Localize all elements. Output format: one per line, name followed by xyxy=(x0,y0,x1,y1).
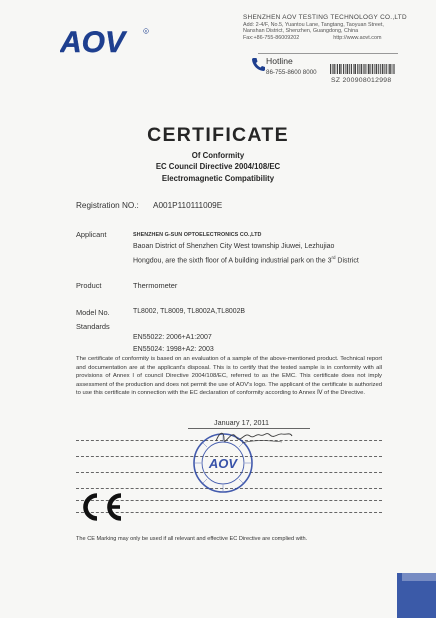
registration-value: A001P110111009E xyxy=(153,201,223,210)
signature xyxy=(212,427,296,449)
product-value: Thermometer xyxy=(133,281,178,290)
address-line: Add: 2-4/F, No.5, Yuantou Lane, Tangtang, Taoyuan Street, xyxy=(243,21,384,28)
subtitle-directive: EC Council Directive 2004/108/EC xyxy=(155,162,281,171)
standards-label: Standards xyxy=(76,322,110,331)
applicant-name: SHENZHEN G-SUN OPTOELECTRONICS CO.,LTD xyxy=(133,232,262,238)
company-name: SHENZHEN AOV TESTING TECHNOLOGY CO.,LTD xyxy=(243,14,407,21)
certificate-title: CERTIFICATE xyxy=(147,124,289,146)
applicant-label: Applicant xyxy=(76,230,107,239)
aov-logo xyxy=(60,26,152,60)
corner-tab xyxy=(397,573,436,618)
barcode xyxy=(330,64,396,74)
address-line: Nanshan District, Shenzhen, Guangdong, China xyxy=(243,28,359,35)
stamp-text: AOV xyxy=(208,456,238,471)
header-divider xyxy=(258,53,398,54)
serial-number: SZ 200908012998 xyxy=(331,77,392,84)
standard-1: EN55022: 2006+A1:2007 xyxy=(133,334,212,341)
logo-text: AOV xyxy=(60,26,126,59)
company-info xyxy=(243,15,423,42)
issue-date: January 17, 2011 xyxy=(214,418,270,427)
model-value: TL8002, TL8009, TL8002A,TL8002B xyxy=(133,308,245,315)
standard-2: EN55024: 1998+A2: 2003 xyxy=(133,346,214,353)
website-link[interactable]: http://www.aovt.com xyxy=(333,35,382,42)
hotline-number[interactable]: 86-755-8600 8000 xyxy=(266,69,317,76)
ce-footnote: The CE Marking may only be used if all relevant and effective EC Directive are complied with. xyxy=(76,536,308,542)
conformity-paragraph: The certificate of conformity is based on an evaluation of a sample of the above-mentioned product. Technical report and documentation are at the applicant's disposal. This is to certify that the tested sample is in conformity with all provisions of Annex I of council Directive 2004/108/EC, referred to as the EMC. This certificate does not imply assessment of the production and does not permit the use of AOV's logo. The applicant of the certificate is authorized to use this certificate in connection with the EC declaration of conformity according to Annex Ⅳ of the Directive. xyxy=(76,356,382,396)
subtitle-conformity: Of Conformity xyxy=(191,151,245,160)
phone-icon xyxy=(250,56,266,72)
applicant-address-line1: Baoan District of Shenzhen City West township Jiuwei, Lezhujiao xyxy=(133,243,335,250)
registration-label: Registration NO.: xyxy=(76,201,139,210)
applicant-address-line2: Hongdou, are the sixth floor of A building industrial park on the 3rd District xyxy=(133,255,359,265)
model-label: Model No. xyxy=(76,308,110,317)
subtitle-emc: Electromagnetic Compatibility xyxy=(161,174,275,183)
fax-line: Fax:+86-755-86009202 http://www.aovt.com xyxy=(243,35,382,42)
hotline-label: Hotline xyxy=(266,56,293,66)
product-label: Product xyxy=(76,281,102,290)
ce-mark xyxy=(78,492,124,522)
svg-text:R: R xyxy=(144,29,148,34)
